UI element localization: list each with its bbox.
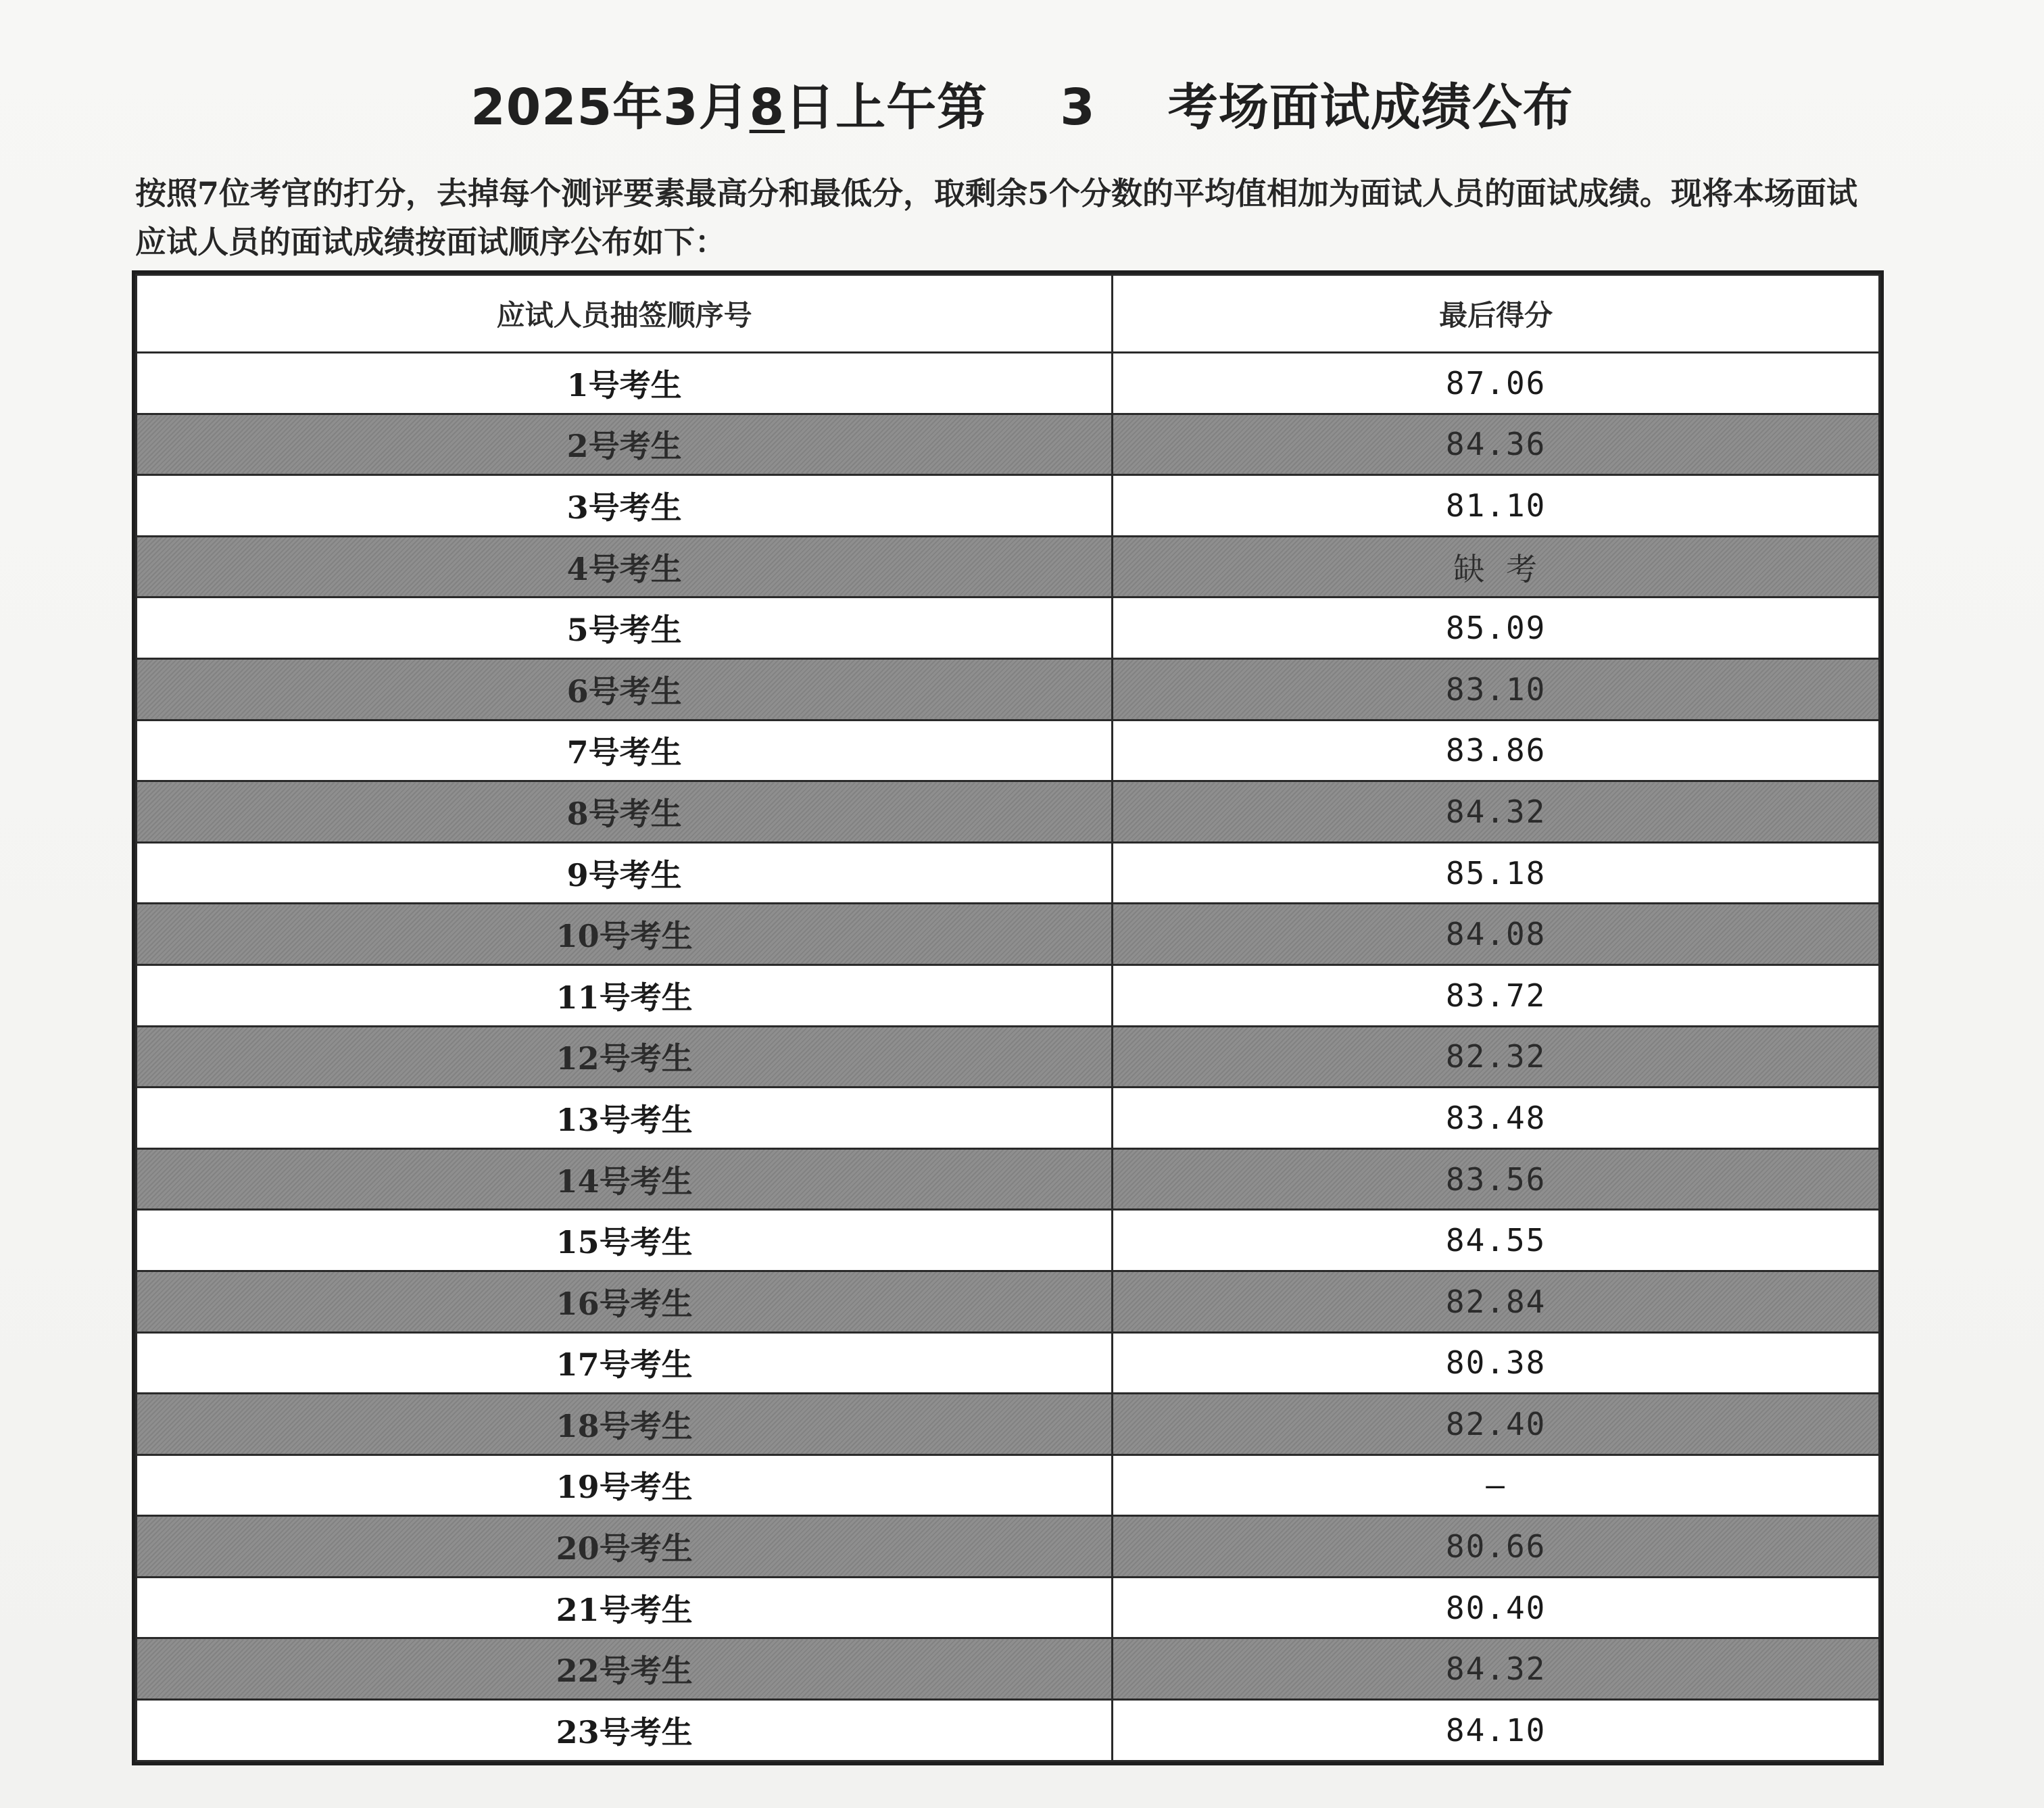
score-cell: 84.10 <box>1113 1700 1880 1761</box>
candidate-cell: 5号考生 <box>137 597 1113 659</box>
candidate-cell: 6号考生 <box>137 658 1113 720</box>
header-final-score: 最后得分 <box>1113 275 1880 353</box>
score-cell: 80.38 <box>1113 1332 1880 1394</box>
title-room-number: 3 <box>1060 78 1096 137</box>
candidate-cell: 22号考生 <box>137 1638 1113 1700</box>
score-cell: 83.56 <box>1113 1148 1880 1210</box>
score-cell: 83.86 <box>1113 720 1880 781</box>
score-cell: 87.06 <box>1113 353 1880 414</box>
candidate-cell: 11号考生 <box>137 964 1113 1026</box>
title-suffix: 考场面试成绩公布 <box>1095 78 1574 137</box>
header-candidate-order: 应试人员抽签顺序号 <box>137 275 1113 353</box>
score-cell: 83.10 <box>1113 658 1880 720</box>
candidate-cell: 1号考生 <box>137 353 1113 414</box>
candidate-cell: 14号考生 <box>137 1148 1113 1210</box>
table-row <box>137 1026 1880 1088</box>
score-cell: 缺 考 <box>1113 536 1880 597</box>
table-row <box>137 414 1880 475</box>
score-cell: 85.09 <box>1113 597 1880 659</box>
table-row <box>137 1332 1880 1394</box>
title-day: 8 <box>749 78 785 137</box>
score-cell: 82.40 <box>1113 1394 1880 1455</box>
table-row <box>137 658 1880 720</box>
candidate-cell: 9号考生 <box>137 842 1113 904</box>
intro-paragraph: 按照7位考官的打分，去掉每个测评要素最高分和最低分，取剩余5个分数的平均值相加为面试人员的面试成绩。现将本场面试应试人员的面试成绩按面试顺序公布如下： <box>135 175 1858 260</box>
candidate-cell: 18号考生 <box>137 1394 1113 1455</box>
scores-table-container <box>132 270 1884 1765</box>
score-cell: 80.66 <box>1113 1516 1880 1578</box>
table-row <box>137 353 1880 414</box>
table-row <box>137 720 1880 781</box>
table-row <box>137 1394 1880 1455</box>
table-row <box>137 1700 1880 1761</box>
table-row <box>137 597 1880 659</box>
candidate-cell: 21号考生 <box>137 1577 1113 1638</box>
candidate-cell: 17号考生 <box>137 1332 1113 1394</box>
score-cell: 84.36 <box>1113 414 1880 475</box>
score-cell: 81.10 <box>1113 475 1880 537</box>
title-prefix: 2025年3月 <box>470 78 750 137</box>
table-header-row <box>137 275 1880 353</box>
score-cell: 80.40 <box>1113 1577 1880 1638</box>
table-row <box>137 904 1880 965</box>
score-cell: 84.08 <box>1113 904 1880 965</box>
score-cell: 84.55 <box>1113 1210 1880 1271</box>
table-row <box>137 475 1880 537</box>
score-cell: 82.84 <box>1113 1271 1880 1332</box>
candidate-cell: 23号考生 <box>137 1700 1113 1761</box>
score-cell: 83.48 <box>1113 1088 1880 1149</box>
score-cell: — <box>1113 1455 1880 1516</box>
candidate-cell: 20号考生 <box>137 1516 1113 1578</box>
table-row <box>137 964 1880 1026</box>
score-cell: 84.32 <box>1113 781 1880 843</box>
title-middle: 日上午第 <box>785 78 1061 137</box>
score-cell: 83.72 <box>1113 964 1880 1026</box>
candidate-cell: 13号考生 <box>137 1088 1113 1149</box>
candidate-cell: 4号考生 <box>137 536 1113 597</box>
candidate-cell: 16号考生 <box>137 1271 1113 1332</box>
score-cell: 84.32 <box>1113 1638 1880 1700</box>
table-row <box>137 536 1880 597</box>
score-cell: 85.18 <box>1113 842 1880 904</box>
candidate-cell: 19号考生 <box>137 1455 1113 1516</box>
table-row <box>137 1271 1880 1332</box>
table-row <box>137 842 1880 904</box>
candidate-cell: 10号考生 <box>137 904 1113 965</box>
table-row <box>137 1638 1880 1700</box>
score-cell: 82.32 <box>1113 1026 1880 1088</box>
table-row <box>137 781 1880 843</box>
candidate-cell: 15号考生 <box>137 1210 1113 1271</box>
candidate-cell: 3号考生 <box>137 475 1113 537</box>
table-row <box>137 1088 1880 1149</box>
table-row <box>137 1210 1880 1271</box>
page-title <box>0 68 2044 139</box>
table-row <box>137 1577 1880 1638</box>
table-row <box>137 1455 1880 1516</box>
table-body <box>137 353 1880 1761</box>
table-row <box>137 1516 1880 1578</box>
table-row <box>137 1148 1880 1210</box>
candidate-cell: 12号考生 <box>137 1026 1113 1088</box>
candidate-cell: 2号考生 <box>137 414 1113 475</box>
candidate-cell: 8号考生 <box>137 781 1113 843</box>
scores-table <box>135 274 1880 1762</box>
candidate-cell: 7号考生 <box>137 720 1113 781</box>
